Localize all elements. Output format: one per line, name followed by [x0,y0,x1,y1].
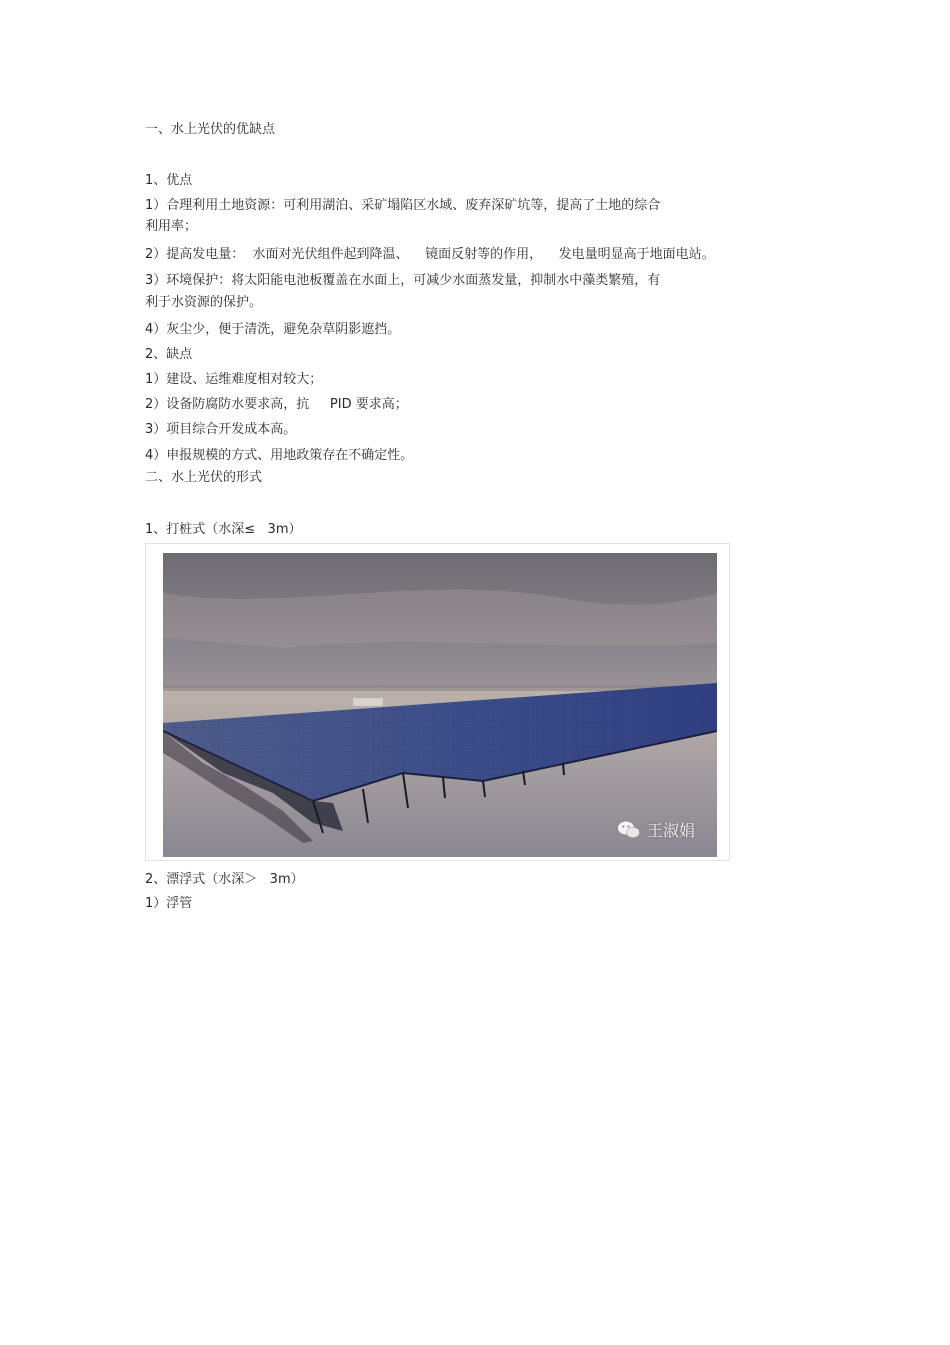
form-2-item-1: 1）浮管 [145,896,193,911]
solar-farm-photo [163,553,717,857]
form-2-floating: 2、漂浮式（水深＞ 3m） [145,872,304,887]
advantage-3-line1: 3）环境保护：将太阳能电池板覆盖在水面上，可减少水面蒸发量，抑制水中藻类繁殖，有 [145,273,661,288]
disadvantage-3: 3）项目综合开发成本高。 [145,422,297,437]
form-1-piling: 1、打桩式（水深≤ 3m） [145,522,302,537]
photo-watermark [617,818,695,841]
disadvantage-4: 4）申报规模的方式、用地政策存在不确定性。 [145,448,414,463]
advantage-2: 2）提高发电量： 水面对光伏组件起到降温、 镜面反射等的作用， 发电量明显高于地面电站。 [145,247,715,262]
disadvantage-1: 1）建设、运维难度相对较大； [145,372,323,387]
advantage-1-line1: 1）合理利用土地资源：可利用湖泊、采矿塌陷区水域、废弃深矿坑等，提高了土地的综合 [145,198,661,213]
disadvantages-heading: 2、缺点 [145,347,193,362]
advantages-heading: 1、优点 [145,173,193,188]
advantage-1-line2: 利用率； [145,219,198,234]
section1-title: 一、水上光伏的优缺点 [145,122,276,137]
advantage-4: 4）灰尘少，便于清洗，避免杂草阴影遮挡。 [145,322,401,337]
watermark-text: 王淑娟 [646,821,695,840]
wechat-icon [617,820,641,840]
photo-frame [145,543,730,861]
disadvantage-2: 2）设备防腐防水要求高，抗 PID 要求高； [145,397,408,412]
advantage-3-line2: 利于水资源的保护。 [145,295,263,310]
section2-title: 二、水上光伏的形式 [145,470,263,485]
